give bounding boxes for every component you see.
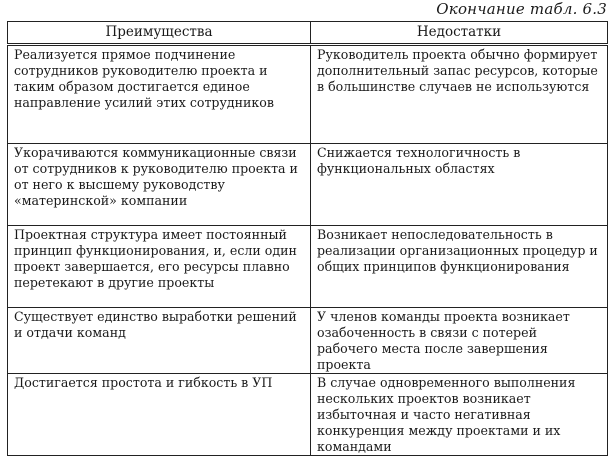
advantage-cell: Укорачиваются коммуникационные связи от сотрудников к руководителю проекта и от него к высшему руководству «материнской» компании bbox=[8, 144, 311, 226]
table-row bbox=[8, 308, 608, 374]
disadvantage-cell: Снижается технологичность в функциональных областях bbox=[311, 144, 608, 226]
header-disadvantages: Недостатки bbox=[311, 22, 608, 45]
disadvantage-cell: В случае одновременного выполнения нескольких проектов возникает избыточная и часто негативная конкуренция между проектами и их командами bbox=[311, 374, 608, 456]
advantage-cell: Реализуется прямое подчинение сотрудников руководителю проекта и таким образом достигается единое направление усилий этих сотрудников bbox=[8, 45, 311, 144]
header-advantages: Преимущества bbox=[8, 22, 311, 45]
advantage-cell: Достигается простота и гибкость в УП bbox=[8, 374, 311, 456]
table-row bbox=[8, 144, 608, 226]
advantage-cell: Проектная структура имеет постоянный принцип функционирования, и, если один проект завершается, его ресурсы плавно перетекают в другие проекты bbox=[8, 226, 311, 308]
disadvantage-cell: Руководитель проекта обычно формирует дополнительный запас ресурсов, которые в большинстве случаев не используются bbox=[311, 45, 608, 144]
comparison-table bbox=[7, 21, 608, 456]
disadvantage-cell: У членов команды проекта возникает озабоченность в связи с потерей рабочего места после завершения проекта bbox=[311, 308, 608, 374]
table-row bbox=[8, 226, 608, 308]
table-caption: Окончание табл. 6.3 bbox=[436, 0, 607, 18]
table-row bbox=[8, 45, 608, 144]
advantage-cell: Существует единство выработки решений и отдачи команд bbox=[8, 308, 311, 374]
disadvantage-cell: Возникает непоследовательность в реализации организационных процедур и общих принципов функционирования bbox=[311, 226, 608, 308]
table-header-row bbox=[8, 22, 608, 45]
table-row bbox=[8, 374, 608, 456]
